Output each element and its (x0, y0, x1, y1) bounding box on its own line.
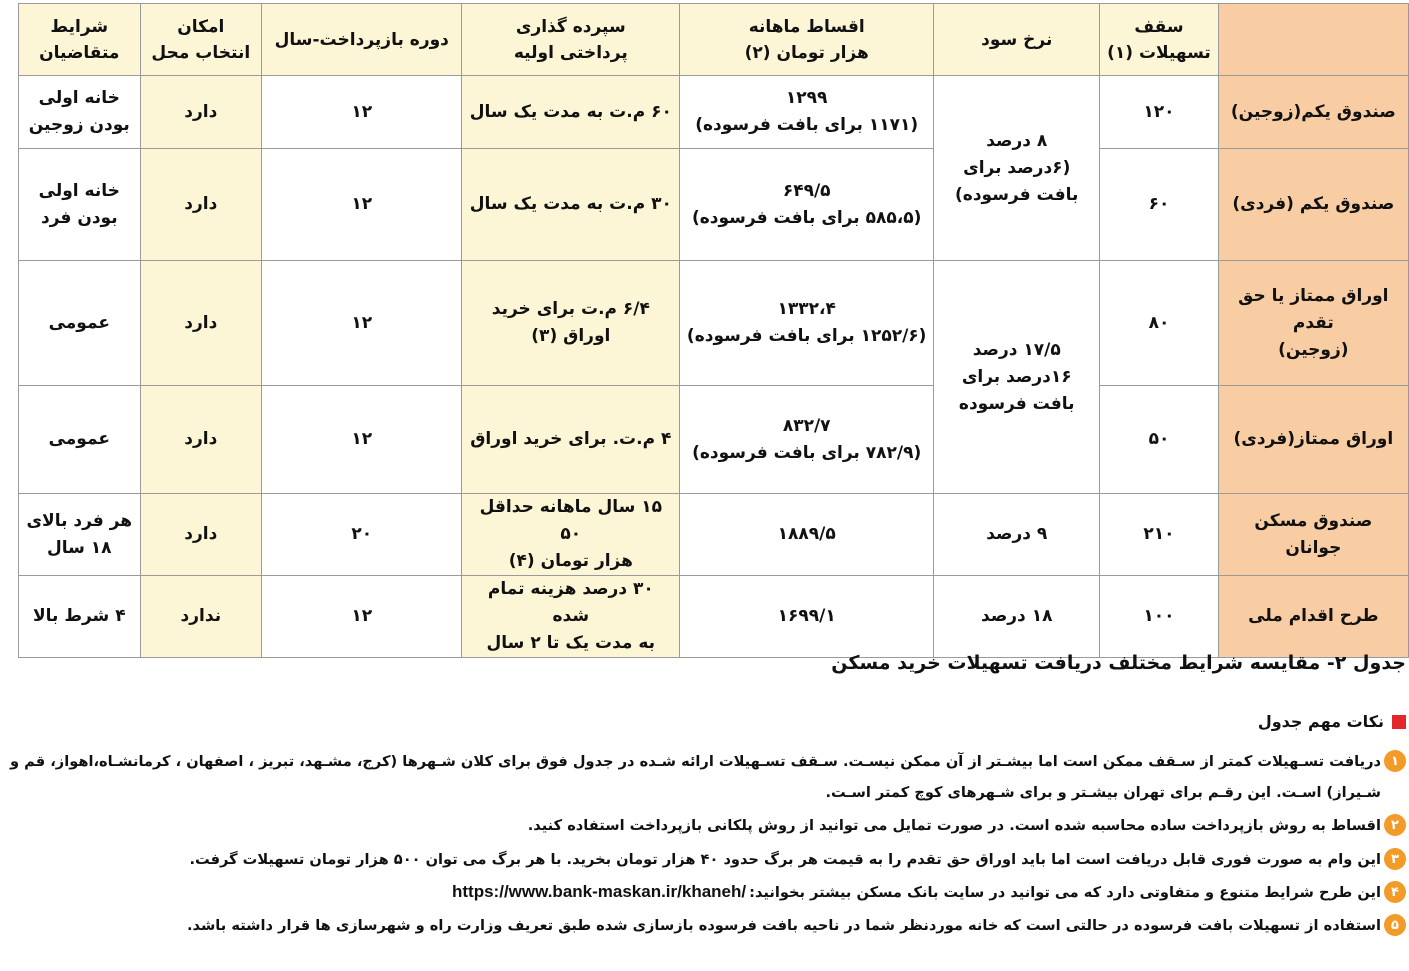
row-name: صندوق مسکن جوانان (1218, 494, 1408, 576)
note-item-4 (452, 881, 1406, 903)
row-location: دارد (140, 494, 261, 576)
row-deposit: ۱۵ سال ماهانه حداقل ۵۰ هزار تومان (۴) (462, 494, 680, 576)
row-conditions: عمومی (19, 261, 141, 386)
row-ceiling: ۶۰ (1100, 149, 1218, 261)
row-deposit: ۳۰ م.ت به مدت یک سال (462, 149, 680, 261)
row-period: ۱۲ (262, 386, 462, 494)
row-conditions: خانه اولی بودن زوجین (19, 76, 141, 149)
note-item-3 (189, 848, 1406, 870)
note-text: استفاده از تسهیلات بافت فرسوده در حالتی است که خانه موردنظر شما در ناحیه بافت فرسوده بازسازی شده طبق تعریف وزارت راه و شهرسازی ها قرار داشته باشد. (186, 916, 1381, 934)
header-installment: اقساط ماهانه هزار تومان (۲) (680, 4, 934, 76)
row-location: دارد (140, 386, 261, 494)
row-rate-merged: ۸ درصد (۶درصد برای بافت فرسوده) (934, 76, 1100, 261)
note-text: اقساط به روش بازپرداخت ساده محاسبه شده است. در صورت تمایل می توانید از روش پلکانی بازپرداخت استفاده کنید. (527, 816, 1381, 834)
note-item-1 (10, 750, 1406, 772)
header-corner-cell (1218, 4, 1408, 76)
note-text: این طرح شرایط متنوع و متفاوتی دارد که می توانید در سایت بانک مسکن بیشتر بخوانید: (749, 883, 1381, 901)
row-period: ۱۲ (262, 149, 462, 261)
table-row (19, 576, 1409, 658)
row-conditions: خانه اولی بودن فرد (19, 149, 141, 261)
row-ceiling: ۲۱۰ (1100, 494, 1218, 576)
notes-title-text: نکات مهم جدول (1257, 712, 1384, 731)
table-row (19, 261, 1409, 386)
row-deposit: ۳۰ درصد هزینه تمام شده به مدت یک تا ۲ سال (462, 576, 680, 658)
header-ceiling: سقف تسهیلات (۱) (1100, 4, 1218, 76)
row-installment: ۱۳۳۲،۴ (۱۲۵۲/۶ برای بافت فرسوده) (680, 261, 934, 386)
header-rate: نرخ سود (934, 4, 1100, 76)
note-url-link[interactable]: https://www.bank-maskan.ir/khaneh/ (452, 882, 747, 901)
row-name: صندوق یکم(زوجین) (1218, 76, 1408, 149)
note-item-2 (528, 814, 1406, 836)
row-rate: ۱۸ درصد (934, 576, 1100, 658)
table-row (19, 386, 1409, 494)
table-header-row (19, 4, 1409, 76)
note-item-5 (187, 914, 1406, 936)
row-rate-merged: ۱۷/۵ درصد ۱۶درصد برای بافت فرسوده (934, 261, 1100, 494)
row-installment: ۱۲۹۹ (۱۱۷۱ برای بافت فرسوده) (680, 76, 934, 149)
row-installment: ۱۸۸۹/۵ (680, 494, 934, 576)
table-row (19, 76, 1409, 149)
row-ceiling: ۵۰ (1100, 386, 1218, 494)
red-square-icon (1392, 715, 1406, 729)
notes-title (1258, 712, 1406, 731)
header-conditions: شرایط متقاضیان (19, 4, 141, 76)
row-ceiling: ۱۲۰ (1100, 76, 1218, 149)
note-number-badge: ۲ (1384, 814, 1406, 836)
row-location: دارد (140, 149, 261, 261)
row-installment: ۸۳۲/۷ (۷۸۲/۹ برای بافت فرسوده) (680, 386, 934, 494)
row-period: ۱۲ (262, 261, 462, 386)
row-name: اوراق ممتاز یا حق تقدم (زوجین) (1218, 261, 1408, 386)
row-name: صندوق یکم (فردی) (1218, 149, 1408, 261)
comparison-table-wrap (18, 3, 1409, 653)
row-installment: ۱۶۹۹/۱ (680, 576, 934, 658)
row-conditions: هر فرد بالای ۱۸ سال (19, 494, 141, 576)
table-caption: جدول ۲- مقایسه شرایط مختلف دریافت تسهیلات خرید مسکن (831, 652, 1406, 674)
row-ceiling: ۱۰۰ (1100, 576, 1218, 658)
row-location: دارد (140, 261, 261, 386)
row-period: ۱۲ (262, 576, 462, 658)
note-item-1-continued: شـیراز) اسـت. این رقـم برای تهران بیشـتر و برای شـهرهای کوچ کمتر اسـت. (825, 784, 1381, 801)
header-deposit: سپرده گذاری پرداختی اولیه (462, 4, 680, 76)
note-number-badge: ۴ (1384, 881, 1406, 903)
row-conditions: ۴ شرط بالا (19, 576, 141, 658)
row-conditions: عمومی (19, 386, 141, 494)
note-number-badge: ۳ (1384, 848, 1406, 870)
note-text: دریافت تسـهیلات کمتر از سـقف ممکن است اما بیشـتر از آن ممکن نیسـت. سـقف تسـهیلات ارائه شـده در جدول فوق برای کلان شـهرها (کرج، مشـهد، تبریز ، اصفهان ، کرمانشـاه،اهواز، قم و (10, 752, 1381, 770)
row-deposit: ۴ م.ت. برای خرید اوراق (462, 386, 680, 494)
note-text: این وام به صورت فوری قابل دریافت است اما باید اوراق حق تقدم را به قیمت هر برگ حدود ۴۰ هزار تومان بخرید. با هر برگ می توان ۵۰۰ هزار تومان تسهیلات گرفت. (189, 850, 1381, 868)
row-name: اوراق ممتاز(فردی) (1218, 386, 1408, 494)
row-ceiling: ۸۰ (1100, 261, 1218, 386)
row-deposit: ۶۰ م.ت به مدت یک سال (462, 76, 680, 149)
table-row (19, 494, 1409, 576)
row-installment: ۶۴۹/۵ (۵۸۵،۵ برای بافت فرسوده) (680, 149, 934, 261)
header-location: امکان انتخاب محل (140, 4, 261, 76)
note-number-badge: ۱ (1384, 750, 1406, 772)
row-deposit: ۶/۴ م.ت برای خرید اوراق (۳) (462, 261, 680, 386)
row-period: ۲۰ (262, 494, 462, 576)
row-location: دارد (140, 76, 261, 149)
header-period: دوره بازپرداخت-سال (262, 4, 462, 76)
row-rate: ۹ درصد (934, 494, 1100, 576)
row-location: ندارد (140, 576, 261, 658)
loan-comparison-table (18, 3, 1409, 658)
note-number-badge: ۵ (1384, 914, 1406, 936)
table-row (19, 149, 1409, 261)
row-period: ۱۲ (262, 76, 462, 149)
row-name: طرح اقدام ملی (1218, 576, 1408, 658)
